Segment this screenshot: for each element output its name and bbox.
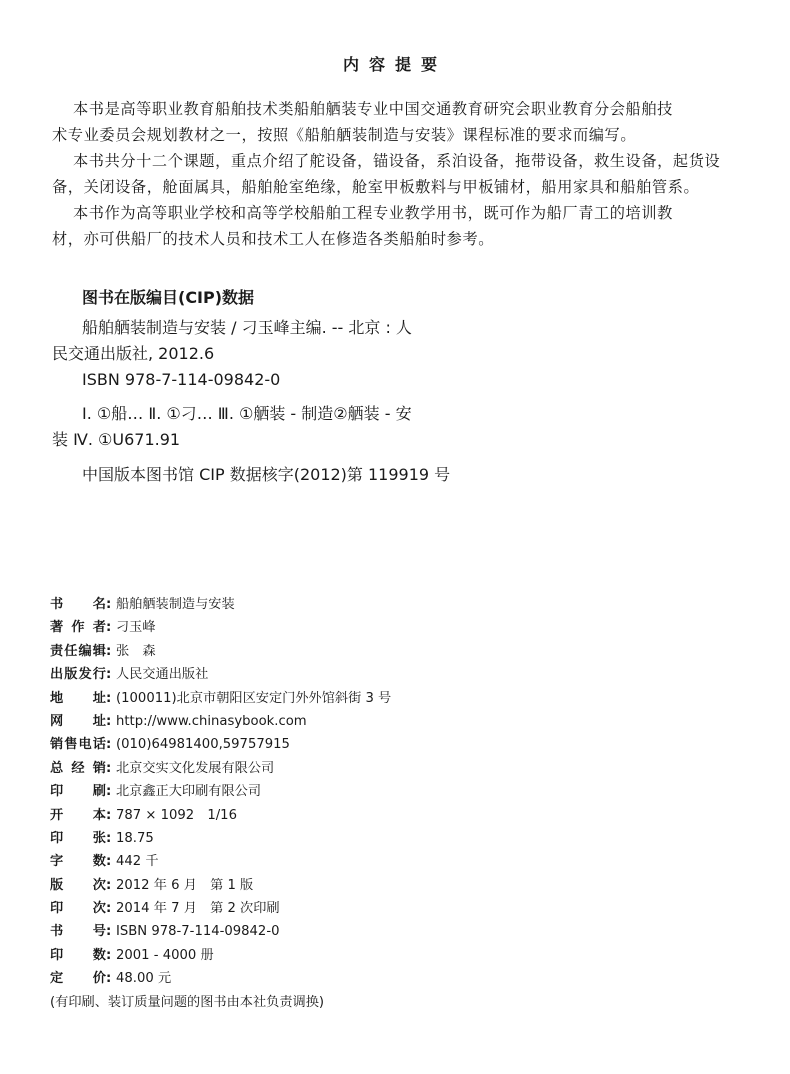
- cip-block: [52, 315, 450, 488]
- colophon-value: 18.75: [116, 830, 154, 846]
- colophon-row: [50, 640, 391, 663]
- colophon-label: 网址: [50, 713, 106, 729]
- colophon-value: http://www.chinasybook.com: [116, 713, 307, 729]
- colophon-value: 船舶舾装制造与安装: [116, 597, 235, 612]
- colophon-value: 刁玉峰: [116, 620, 156, 636]
- cip-line: 船舶舾装制造与安装 / 刁玉峰主编. -- 北京 : 人: [82, 318, 412, 337]
- paragraph-line: 备，关闭设备，舱面属具，船舶舱室绝缘，舱室甲板敷料与甲板铺材，船用家具和船舶管系。: [52, 178, 700, 196]
- colophon-value: 北京鑫正大印刷有限公司: [116, 784, 262, 800]
- cip-heading: 图书在版编目(CIP)数据: [82, 288, 255, 307]
- colophon-row: [50, 757, 391, 780]
- colophon-value: 48.00 元: [116, 971, 172, 987]
- cip-line: 装 Ⅳ. ①U671.91: [52, 430, 181, 449]
- colophon-row: [50, 733, 391, 756]
- colophon-colon: :: [106, 924, 112, 940]
- colophon-value: 人民交通出版社: [116, 667, 209, 683]
- summary-paragraph-2: [52, 148, 752, 200]
- colophon-row: [50, 804, 391, 827]
- colophon-row: [50, 944, 391, 967]
- colophon-row: [50, 710, 391, 733]
- paragraph-line: 本书作为高等职业学校和高等学校船舶工程专业教学用书，既可作为船厂青工的培训教: [73, 204, 673, 222]
- colophon-colon: :: [106, 901, 112, 917]
- colophon-label: 开本: [50, 807, 106, 823]
- colophon-label: 著作者: [50, 620, 106, 636]
- colophon-label: 总经销: [50, 760, 106, 776]
- colophon-row: [50, 827, 391, 850]
- colophon-label: 销售电话: [50, 737, 106, 753]
- colophon-value: 787 × 1092 1/16: [116, 807, 237, 823]
- colophon-label: 地址: [50, 690, 106, 706]
- colophon-label: 印刷: [50, 784, 106, 800]
- colophon-colon: :: [106, 690, 112, 706]
- paragraph-line: 本书是高等职业教育船舶技术类船舶舾装专业中国交通教育研究会职业教育分会船舶技: [73, 100, 673, 118]
- colophon-label: 版次: [50, 877, 106, 893]
- colophon-row: [50, 967, 391, 990]
- colophon-label: 印张: [50, 830, 106, 846]
- colophon-row: [50, 593, 391, 616]
- colophon-label: 书号: [50, 924, 106, 940]
- colophon-colon: :: [106, 830, 112, 846]
- cip-isbn: ISBN 978-7-114-09842-0: [82, 370, 281, 389]
- colophon-row: [50, 897, 391, 920]
- colophon-colon: :: [106, 713, 112, 729]
- colophon-value: (010)64981400,59757915: [116, 737, 290, 753]
- paragraph-line: 本书共分十二个课题，重点介绍了舵设备，锚设备，系泊设备，拖带设备，救生设备，起货设: [73, 152, 721, 170]
- summary-paragraph-1: [52, 96, 752, 148]
- colophon-colon: :: [106, 620, 112, 636]
- colophon-row: [50, 874, 391, 897]
- colophon-label: 责任编辑: [50, 643, 106, 659]
- colophon-colon: :: [106, 737, 112, 753]
- colophon-colon: :: [106, 854, 112, 870]
- colophon-note: (有印刷、装订质量问题的图书由本社负责调换): [50, 994, 325, 1010]
- colophon-label: 印数: [50, 947, 106, 963]
- colophon-colon: :: [106, 643, 112, 659]
- colophon-colon: :: [106, 784, 112, 800]
- colophon-value: 北京交实文化发展有限公司: [116, 760, 275, 776]
- colophon-row: [50, 850, 391, 873]
- colophon-value: 442 千: [116, 854, 159, 870]
- colophon-colon: :: [106, 597, 112, 612]
- colophon-row: [50, 663, 391, 686]
- paragraph-line: 材，亦可供船厂的技术人员和技术工人在修造各类船舶时参考。: [52, 230, 495, 248]
- colophon-value: 2001 - 4000 册: [116, 947, 214, 963]
- colophon-label: 字数: [50, 854, 106, 870]
- cip-number: 中国版本图书馆 CIP 数据核字(2012)第 119919 号: [82, 465, 451, 484]
- colophon-row: [50, 920, 391, 943]
- colophon-row: [50, 687, 391, 710]
- summary-paragraph-3: [52, 200, 752, 252]
- colophon-value: ISBN 978-7-114-09842-0: [116, 924, 280, 940]
- summary-title: 内容提要: [342, 55, 447, 74]
- colophon-colon: :: [106, 807, 112, 823]
- colophon-value: 张 森: [116, 643, 156, 659]
- colophon-value: (100011)北京市朝阳区安定门外外馆斜街 3 号: [116, 690, 392, 706]
- colophon-colon: :: [106, 877, 112, 893]
- cip-line: 民交通出版社, 2012.6: [52, 344, 215, 363]
- colophon-row: [50, 780, 391, 803]
- colophon-row: [50, 616, 391, 639]
- colophon-colon: :: [106, 971, 112, 987]
- paragraph-line: 术专业委员会规划教材之一，按照《船舶舾装制造与安装》课程标准的要求而编写。: [52, 126, 637, 144]
- colophon-label: 书名: [50, 597, 106, 612]
- colophon-value: 2012 年 6 月 第 1 版: [116, 877, 254, 893]
- colophon-colon: :: [106, 947, 112, 963]
- colophon-label: 印次: [50, 901, 106, 917]
- colophon-label: 定价: [50, 971, 106, 987]
- colophon: [50, 593, 391, 1014]
- cip-line: Ⅰ. ①船… Ⅱ. ①刁… Ⅲ. ①舾装 - 制造②舾装 - 安: [82, 404, 412, 423]
- colophon-colon: :: [106, 667, 112, 683]
- colophon-colon: :: [106, 760, 112, 776]
- colophon-label: 出版发行: [50, 667, 106, 683]
- colophon-value: 2014 年 7 月 第 2 次印刷: [116, 901, 280, 917]
